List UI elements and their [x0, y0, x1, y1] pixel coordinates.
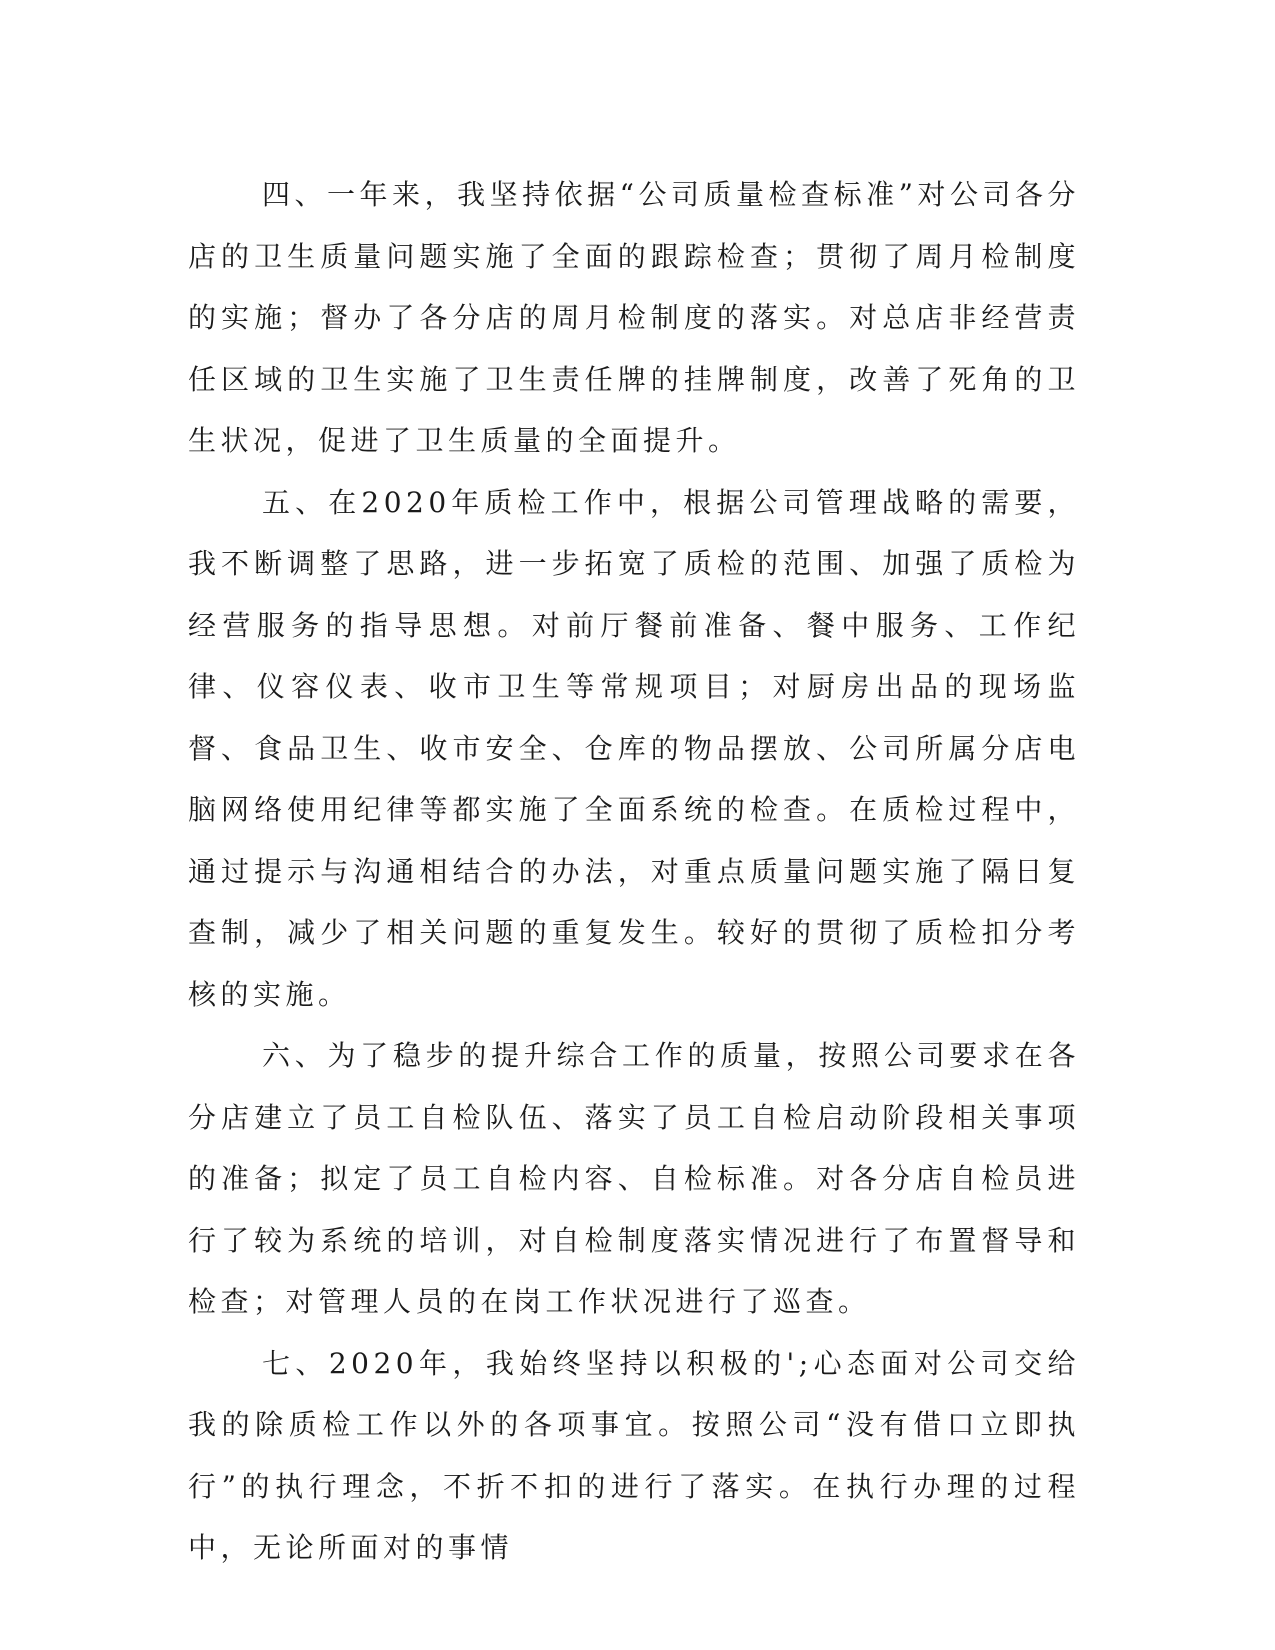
paragraph-5: 五、在2020年质检工作中，根据公司管理战略的需要，我不断调整了思路，进一步拓宽了质检的范围、加强了质检为经营服务的指导思想。对前厅餐前准备、餐中服务、工作纪律、仪容仪表、收市卫生等常规项目；对厨房出品的现场监督、食品卫生、收市安全、仓库的物品摆放、公司所属分店电脑网络使用纪律等都实施了全面系统的检查。在质检过程中，通过提示与沟通相结合的办法，对重点质量问题实施了隔日复查制，减少了相关问题的重复发生。较好的贯彻了质检扣分考核的实施。: [188, 485, 1080, 1011]
document-body: [188, 164, 1080, 1579]
paragraph-4: 四、一年来，我坚持依据“公司质量检查标准”对公司各分店的卫生质量问题实施了全面的跟踪检查；贯彻了周月检制度的实施；督办了各分店的周月检制度的落实。对总店非经营责任区域的卫生实施了卫生责任牌的挂牌制度，改善了死角的卫生状况，促进了卫生质量的全面提升。: [188, 178, 1080, 457]
paragraph-7: 七、2020年，我始终坚持以积极的';心态面对公司交给我的除质检工作以外的各项事宜。按照公司“没有借口立即执行”的执行理念，不折不扣的进行了落实。在执行办理的过程中，无论所面对的事情: [188, 1346, 1080, 1564]
paragraph-6: 六、为了稳步的提升综合工作的质量，按照公司要求在各分店建立了员工自检队伍、落实了员工自检启动阶段相关事项的准备；拟定了员工自检内容、自检标准。对各分店自检员进行了较为系统的培训，对自检制度落实情况进行了布置督导和检查；对管理人员的在岗工作状况进行了巡查。: [188, 1039, 1080, 1318]
